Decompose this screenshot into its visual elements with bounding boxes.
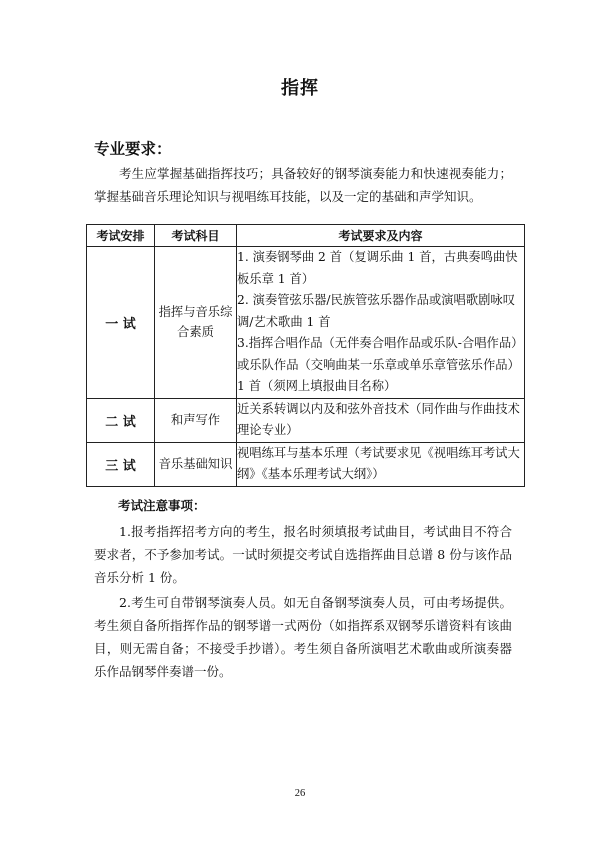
section-heading: 专业要求： xyxy=(94,140,172,158)
table-row xyxy=(87,442,525,486)
round-cell: 三 试 xyxy=(87,442,155,486)
round-cell: 二 试 xyxy=(87,398,155,442)
header-exam-arrangement: 考试安排 xyxy=(87,225,155,247)
page-number: 26 xyxy=(294,788,306,799)
requirement-item: 1. 演奏钢琴曲 2 首（复调乐曲 1 首，古典奏鸣曲快板乐章 1 首） xyxy=(237,250,518,286)
page-title: 指挥 xyxy=(281,78,319,99)
subject-cell: 指挥与音乐综合素质 xyxy=(155,247,237,399)
exam-table xyxy=(86,224,525,487)
subject-cell: 和声写作 xyxy=(155,398,237,442)
note-paragraph: 1.报考指挥招考方向的考生，报名时须填报考试曲目，考试曲目不符合要求者，不予参加考试。一试时须提交考试自选指挥曲目总谱 8 份与该作品音乐分析 1 份。 xyxy=(94,524,512,585)
table-row xyxy=(87,398,525,442)
round-cell: 一 试 xyxy=(87,247,155,399)
requirement-item: 近关系转调以内及和弦外音技术（同作曲与作曲技术理论专业） xyxy=(237,401,520,437)
note-paragraph: 2.考生可自带钢琴演奏人员。如无自备钢琴演奏人员，可由考场提供。考生须自备所指挥作品的钢琴谱一式两份（如指挥系双钢琴乐谱资料有该曲目，则无需自备；不接受手抄谱）。考生须自备所演唱艺术歌曲或所演奏器乐作品钢琴伴奏谱一份。 xyxy=(94,595,512,679)
intro-paragraph: 考生应掌握基础指挥技巧；具备较好的钢琴演奏能力和快速视奏能力；掌握基础音乐理论知识与视唱练耳技能，以及一定的基础和声学知识。 xyxy=(94,166,512,204)
subject-cell: 音乐基础知识 xyxy=(155,442,237,486)
notes-heading: 考试注意事项： xyxy=(118,498,206,513)
requirement-item: 3.指挥合唱作品（无伴奏合唱作品或乐队-合唱作品）或乐队作品（交响曲某一乐章或单乐章管弦乐作品）1 首（须网上填报曲目名称） xyxy=(237,336,524,393)
table-header-row xyxy=(87,225,525,247)
header-exam-subject: 考试科目 xyxy=(155,225,237,247)
header-exam-requirements: 考试要求及内容 xyxy=(237,225,525,247)
requirement-item: 2. 演奏管弦乐器/民族管弦乐器作品或演唱歌剧咏叹调/艺术歌曲 1 首 xyxy=(237,293,516,329)
requirements-cell xyxy=(237,442,525,486)
requirements-cell xyxy=(237,247,525,399)
table-row xyxy=(87,247,525,399)
requirement-item: 视唱练耳与基本乐理（考试要求见《视唱练耳考试大纲》《基本乐理考试大纲》） xyxy=(237,445,520,481)
requirements-cell xyxy=(237,398,525,442)
